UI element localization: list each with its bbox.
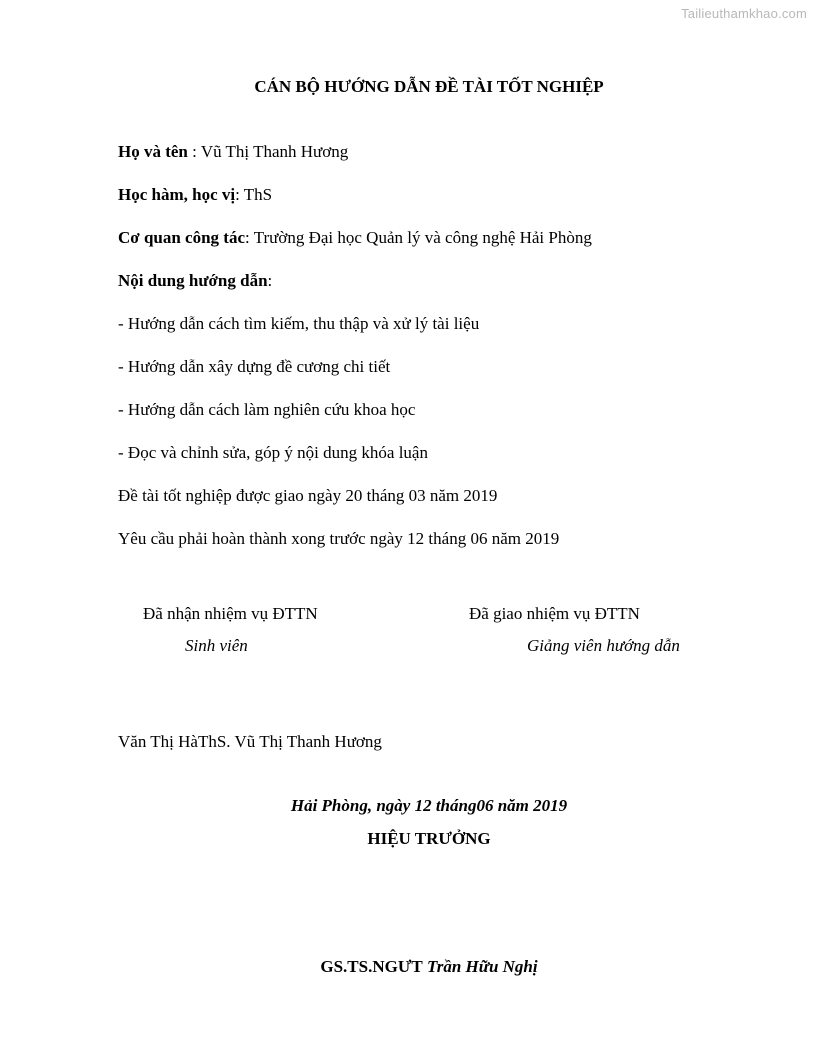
field-name bbox=[118, 142, 348, 162]
field-value: ThS bbox=[243, 185, 273, 204]
page-title: CÁN BỘ HƯỚNG DẪN ĐỀ TÀI TỐT NGHIỆP bbox=[254, 77, 604, 96]
field-label: Học hàm, học vị bbox=[118, 185, 236, 204]
footer-position: HIỆU TRƯỞNG bbox=[367, 829, 491, 848]
field-workplace bbox=[118, 228, 592, 248]
field-degree bbox=[118, 185, 272, 205]
signer-title: GS.TS.NGƯT bbox=[320, 957, 423, 976]
field-label: Cơ quan công tác bbox=[118, 228, 246, 247]
content-item: - Hướng dẫn cách làm nghiên cứu khoa học bbox=[118, 400, 416, 419]
signature-left-heading: Đã nhận nhiệm vụ ĐTTN bbox=[143, 604, 318, 623]
content-item: - Hướng dẫn cách tìm kiếm, thu thập và xử lý tài liệu bbox=[118, 314, 480, 333]
signer-name: Trần Hữu Nghị bbox=[426, 957, 538, 976]
field-value: Trường Đại học Quản lý và công nghệ Hải Phòng bbox=[253, 228, 592, 247]
field-label: Nội dung hướng dẫn bbox=[118, 271, 268, 290]
watermark: Tailieuthamkhao.com bbox=[681, 6, 807, 21]
footer-place-date: Hải Phòng, ngày 12 tháng06 năm 2019 bbox=[290, 796, 568, 815]
signature-names: Văn Thị HàThS. Vũ Thị Thanh Hương bbox=[118, 732, 382, 751]
signature-left-role: Sinh viên bbox=[185, 636, 248, 655]
deadline: Yêu cầu phải hoàn thành xong trước ngày 12 tháng 06 năm 2019 bbox=[118, 529, 560, 548]
field-separator: : bbox=[267, 271, 273, 290]
field-separator: : bbox=[235, 185, 244, 204]
field-value: Vũ Thị Thanh Hương bbox=[200, 142, 349, 161]
content-item: - Đọc và chỉnh sửa, góp ý nội dung khóa luận bbox=[118, 443, 428, 462]
signature-right-heading: Đã giao nhiệm vụ ĐTTN bbox=[469, 604, 640, 623]
field-label: Họ và tên bbox=[118, 142, 188, 161]
field-separator: : bbox=[187, 142, 201, 161]
content-item: - Hướng dẫn xây dựng đề cương chi tiết bbox=[118, 357, 391, 376]
signature-right-role: Giảng viên hướng dẫn bbox=[527, 636, 680, 655]
footer-signer bbox=[0, 957, 816, 977]
field-content bbox=[118, 271, 272, 291]
field-separator: : bbox=[245, 228, 254, 247]
assigned-date: Đề tài tốt nghiệp được giao ngày 20 tháng 03 năm 2019 bbox=[118, 486, 498, 505]
